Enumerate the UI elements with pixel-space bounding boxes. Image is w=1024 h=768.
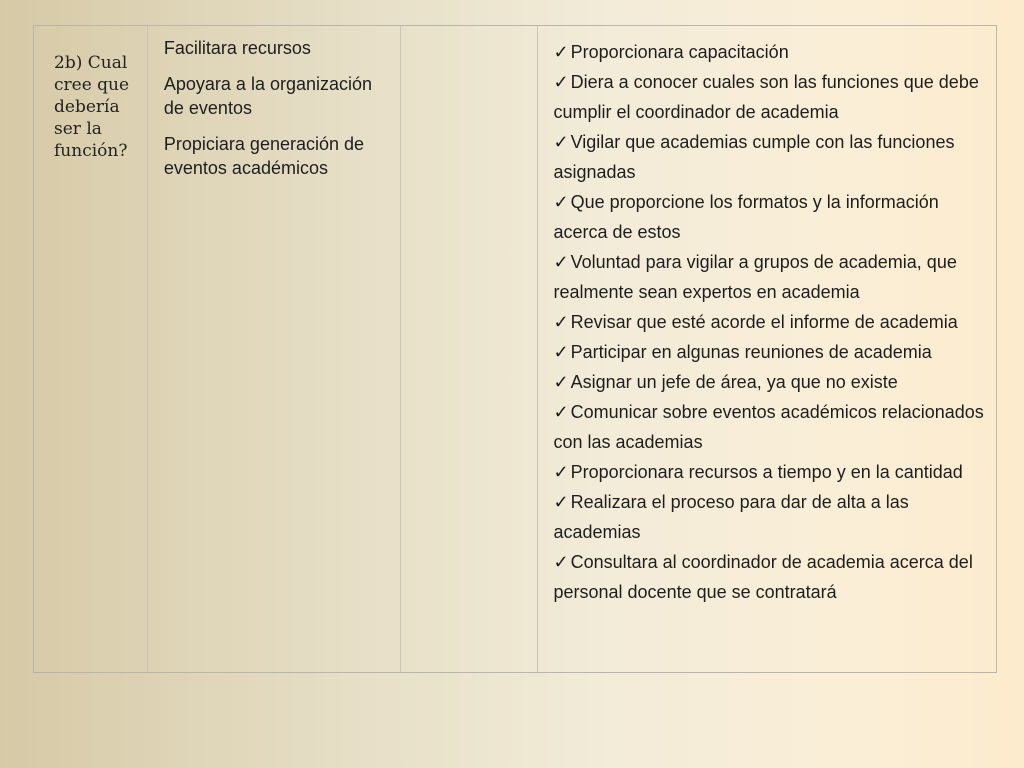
list-item-text: Vigilar que academias cumple con las funciones asignadas [553, 132, 955, 182]
list-item-text: Participar en algunas reuniones de academia [570, 342, 932, 362]
check-icon: ✓ [553, 552, 569, 572]
list-item-text: Revisar que esté acorde el informe de academia [570, 312, 958, 332]
question-line: cree que [54, 75, 130, 95]
answers-cell [148, 26, 401, 672]
check-icon: ✓ [553, 402, 569, 422]
check-icon: ✓ [553, 492, 569, 512]
answer-text: Propiciara generación de eventos académicos [163, 134, 365, 178]
list-item [553, 487, 988, 547]
list-item [553, 187, 988, 247]
check-icon: ✓ [553, 462, 569, 482]
list-item [553, 67, 988, 127]
list-item [553, 367, 988, 397]
list-item [553, 397, 988, 457]
suggestions-list [553, 37, 988, 607]
answer-text: Apoyara a la organización de eventos [163, 74, 373, 118]
list-item-text: Comunicar sobre eventos académicos relacionados con las academias [553, 402, 984, 452]
question-cell [34, 26, 148, 672]
list-item [553, 337, 988, 367]
list-item-text: Proporcionara capacitación [570, 42, 789, 62]
list-item-text: Consultara al coordinador de academia acerca del personal docente que se contratará [553, 552, 973, 602]
empty-cell [401, 26, 539, 672]
check-icon: ✓ [553, 312, 569, 332]
list-item-text: Que proporcione los formatos y la información acerca de estos [553, 192, 939, 242]
check-icon: ✓ [553, 342, 569, 362]
list-item-text: Asignar un jefe de área, ya que no existe [570, 372, 898, 392]
check-icon: ✓ [553, 252, 569, 272]
check-icon: ✓ [553, 132, 569, 152]
list-item-text: Voluntad para vigilar a grupos de academia, que realmente sean expertos en academia [553, 252, 957, 302]
question-line: debería [54, 97, 120, 117]
list-item [553, 547, 988, 607]
list-item-text: Diera a conocer cuales son las funciones que debe cumplir el coordinador de academia [553, 72, 979, 122]
list-item [553, 37, 988, 67]
question-line: función? [54, 141, 128, 161]
list-item [553, 127, 988, 187]
check-icon: ✓ [553, 42, 569, 62]
survey-table [33, 25, 997, 673]
list-item-text: Proporcionara recursos a tiempo y en la cantidad [570, 462, 963, 482]
list-item [553, 457, 988, 487]
suggestions-cell [538, 26, 996, 672]
check-icon: ✓ [553, 372, 569, 392]
check-icon: ✓ [553, 72, 569, 92]
list-item [553, 247, 988, 307]
question-line: ser la [54, 119, 102, 139]
question-line: 2b) Cual [54, 53, 128, 73]
list-item [553, 307, 988, 337]
list-item-text: Realizara el proceso para dar de alta a las academias [553, 492, 909, 542]
answer-text: Facilitara recursos [163, 38, 311, 58]
check-icon: ✓ [553, 192, 569, 212]
